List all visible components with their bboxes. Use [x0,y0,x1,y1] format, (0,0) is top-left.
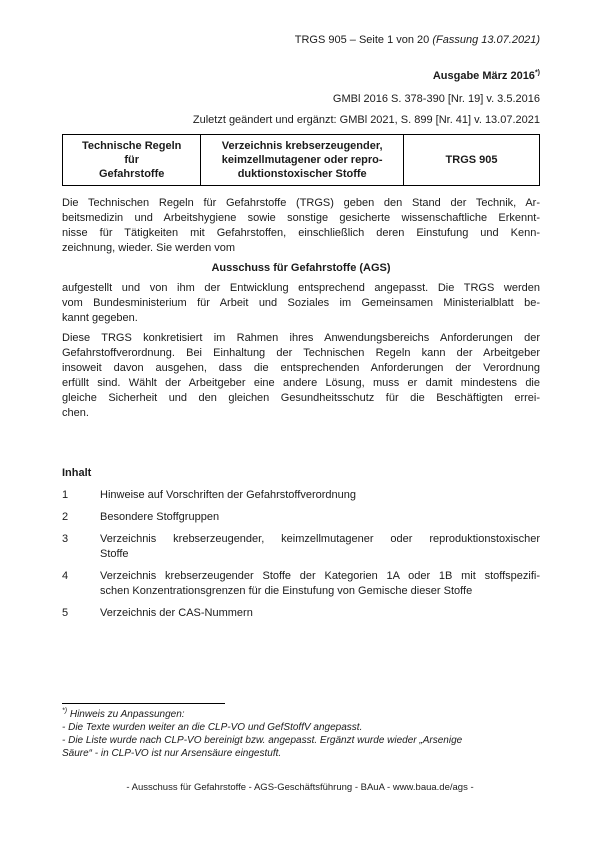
paragraph-scope [62,331,540,421]
toc-item-line: Verzeichnis krebserzeugender Stoffe der Kategorien 1A oder 1B mit stoffspezifi- [100,570,540,582]
toc-item-5 [62,606,540,621]
body-line: Diese TRGS konkretisiert im Rahmen ihres Anwendungsbereichs Anforderungen der [62,332,540,344]
title-table-cell-number: TRGS 905 [404,135,540,186]
toc-item-line: Stoffe [100,548,129,560]
title-cell2-line: keimzellmutagener oder repro- [221,154,383,166]
toc-item-number: 5 [62,607,69,619]
toc-item-text [100,510,540,525]
edition-text: Ausgabe März 2016 [432,70,535,82]
gmbl-amendment-line: Zuletzt geändert und ergänzt: GMBl 2021, S. 899 [Nr. 41] v. 13.07.2021 [192,114,540,126]
title-table-cell-subject [201,135,404,186]
body-line: beitsmedizin und Arbeitshygiene sowie sonstige gesicherte wissenschaftliche Erkennt- [62,212,540,224]
page-header-version: (Fassung 13.07.2021) [432,34,540,46]
title-table-cell-rules [63,135,201,186]
body-line: insoweit davon ausgehen, dass die entsprechenden Anforderungen der Verordnung [62,362,540,374]
footnote-divider [62,703,225,704]
paragraph-publication [62,281,540,326]
body-line: chen. [62,407,89,419]
toc-item-line: Hinweise auf Vorschriften der Gefahrstoffverordnung [100,489,356,501]
title-cell1-line: Gefahrstoffe [98,168,165,180]
table-of-contents [62,466,540,621]
edition-footnote-marker: *) [534,69,540,77]
toc-item-number: 3 [62,533,69,545]
toc-item-4 [62,569,540,599]
toc-item-line: Verzeichnis der CAS-Nummern [100,607,253,619]
title-table [62,134,540,186]
title-cell1-line: für [124,154,139,166]
edition-line [62,69,540,84]
page-content [62,0,540,621]
toc-item-text [100,569,540,599]
footnote-heading: Hinweis zu Anpassungen: [69,709,185,720]
body-line: gleiche Sicherheit und den gleichen Gesundheitsschutz für die Beschäftigten errei- [62,392,540,404]
body-line: vom Bundesministerium für Arbeit und Soziales im Gemeinsamen Ministerialblatt be- [62,297,540,309]
footnote-marker: *) [62,707,68,715]
toc-item-line: Verzeichnis krebserzeugender, keimzellmutagener oder reproduktionstoxischer [100,533,540,545]
page-footer: - Ausschuss für Gefahrstoffe - AGS-Geschäftsführung - BAuA - www.baua.de/ags - [126,782,474,793]
title-cell2-line: duktionstoxischer Stoffe [237,168,367,180]
body-line: aufgestellt und von ihm der Entwicklung entsprechend angepasst. Die TRGS werden [62,282,540,294]
toc-item-text [100,532,540,562]
toc-item-text [100,488,540,503]
ags-heading: Ausschuss für Gefahrstoffe (AGS) [211,262,391,274]
toc-item-number: 2 [62,511,69,523]
body-line: nisse für Tätigkeiten mit Gefahrstoffen, einschließlich deren Einstufung und Kenn- [62,227,540,239]
toc-item-3 [62,532,540,562]
page-header [62,33,540,48]
toc-item-2 [62,510,540,525]
toc-item-number: 4 [62,570,69,582]
toc-item-line: schen Konzentrationsgrenzen für die Einstufung von Gemische dieser Stoffe [100,585,473,597]
footnote-line: - Die Texte wurden weiter an die CLP-VO und GefStoffV angepasst. [62,722,363,733]
toc-item-number: 1 [62,489,69,501]
footnote-heading-line [62,708,540,721]
toc-item-line: Besondere Stoffgruppen [100,511,220,523]
title-cell2-line: Verzeichnis krebserzeugender, [221,140,383,152]
toc-item-text [100,606,540,621]
toc-item-1 [62,488,540,503]
body-line: Gefahrstoffverordnung. Bei Einhaltung der Technischen Regeln kann der Arbeitgeber [62,347,540,359]
page-header-text: TRGS 905 – Seite 1 von 20 [294,34,433,46]
paragraph-intro [62,196,540,256]
footnote-line: - Die Liste wurde nach CLP-VO bereinigt bzw. angepasst. Ergänzt wurde wieder „Arsenige [62,735,463,746]
body-line: Die Technischen Regeln für Gefahrstoffe (TRGS) geben den Stand der Technik, Ar- [62,197,540,209]
gmbl-reference-line: GMBl 2016 S. 378-390 [Nr. 19] v. 3.5.2016 [332,93,540,105]
body-line: zeichnung, wieder. Sie werden vom [62,242,236,254]
body-line: kannt gegeben. [62,312,138,324]
footnote-area [62,703,540,760]
footnote-line: Säure“ - in CLP-VO ist nur Arsensäure eingestuft. [62,748,282,759]
body-line: erfüllt sind. Wählt der Arbeitgeber eine andere Lösung, muss er damit mindestens die [62,377,540,389]
toc-heading: Inhalt [62,467,92,479]
title-table-row [63,135,540,186]
title-cell1-line: Technische Regeln [81,140,182,152]
